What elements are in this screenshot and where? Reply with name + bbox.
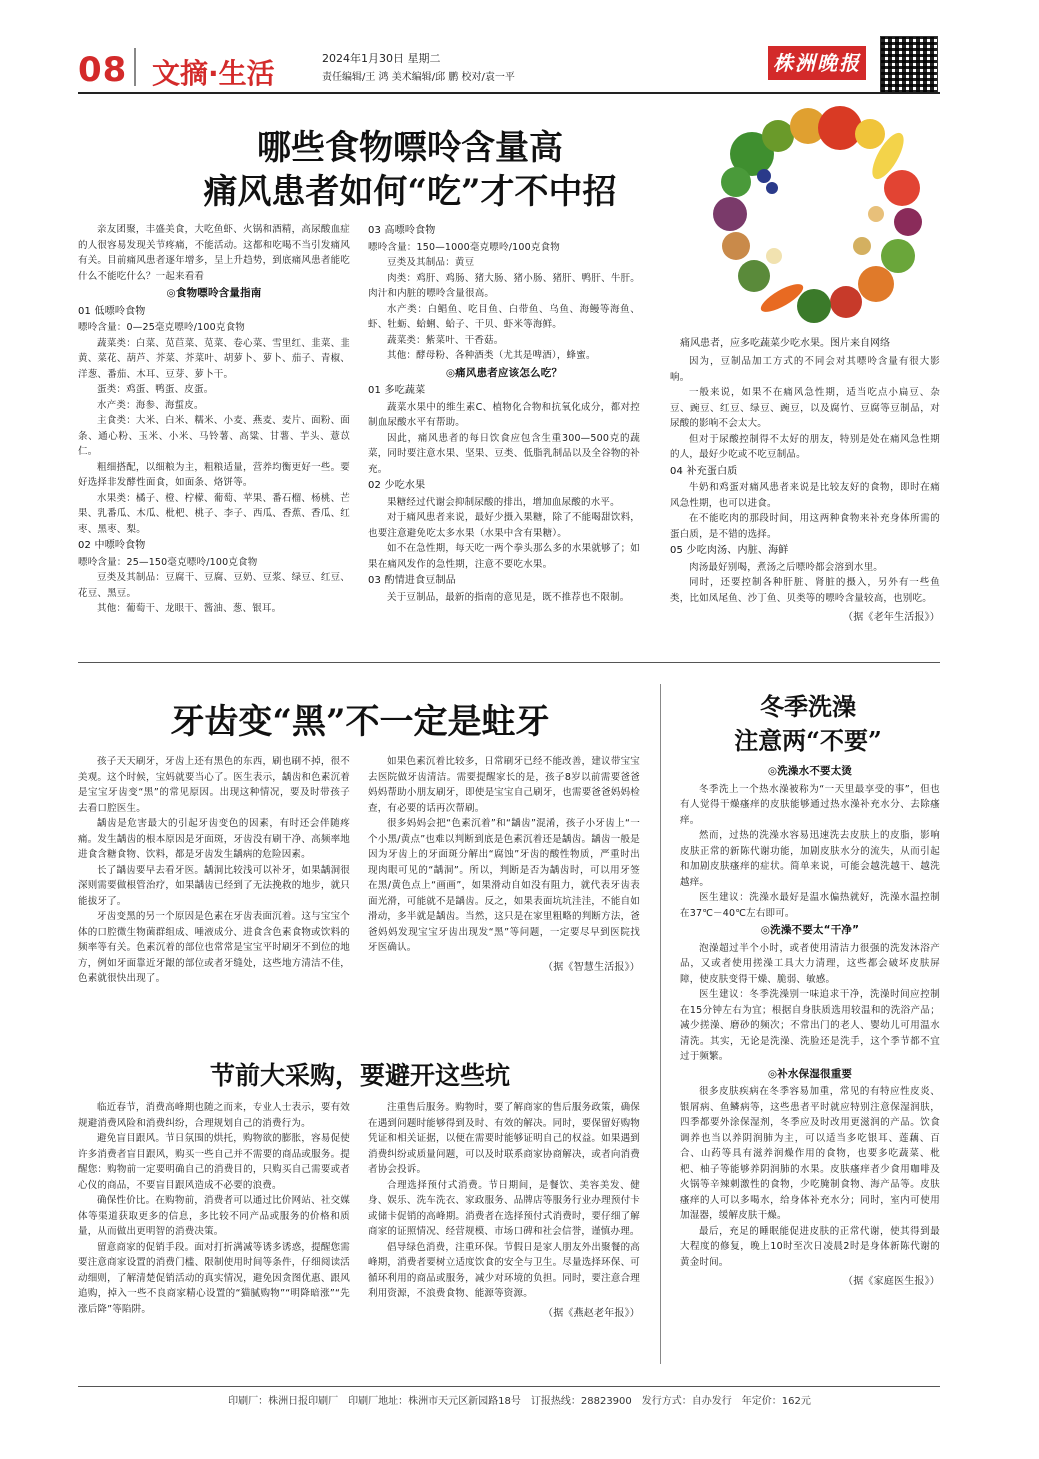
article3-source: （据《燕赵老年报》） <box>543 1307 640 1319</box>
editor-credits: 责任编辑/王 鸿 美术编辑/邱 鹏 校对/袁一平 <box>322 72 515 83</box>
paragraph: 医生建议：洗澡水最好是温水偏热就好，洗澡水温控制在37℃－40℃左右即可。 <box>680 892 940 919</box>
article3-title: 节前大采购，要避开这些坑 <box>209 1061 510 1090</box>
article1-source: （据《老年生活报》） <box>843 612 940 623</box>
paragraph: 同时，还要控制各种肝脏、肾脏的摄入，另外有一些鱼类，比如凤尾鱼、沙丁鱼、贝类等的嘌呤含量较高，也别吃。 <box>670 577 940 604</box>
paragraph: 最后，充足的睡眠能促进皮肤的正常代谢，使其得到最大程度的修复，晚上10时至次日凌晨2时是身体新陈代谢的黄金时间。 <box>680 1225 940 1268</box>
page-number: 08 <box>78 50 128 90</box>
article1-title-line2: 痛风患者如何“吃”才不中招 <box>203 172 617 212</box>
paragraph: 其他：酵母粉、各种酒类（尤其是啤酒），蜂蜜。 <box>387 350 596 361</box>
newspaper-logo: 株洲晚报 <box>768 46 866 80</box>
subheading: 03 酌情进食豆制品 <box>368 575 456 586</box>
paragraph: 留意商家的促销手段。面对打折满减等诱多诱惑，提醒您需要注意商家设置的消费门槛、限制使用时间等条件，仔细阅读活动细则，了解清楚促销活动的真实情况，避免因贪图优惠、跟风追购，掉入一些不良商家精心设置的“猫腻购物”“明降暗涨”“先涨后降”等陷阱。 <box>78 1241 350 1315</box>
paragraph: 孩子天天刷牙，牙齿上还有黑色的东西，刷也刷不掉，很不美观。这个时候，宝妈就要当心了。医生表示，龋齿和色素沉着是宝宝牙齿变“黑”的常见原因。出现这种情况，要及时带孩子去看口腔医生。 <box>78 756 350 814</box>
paragraph: 医生建议：冬季洗澡别一味追求干净，洗澡时间应控制在15分钟左右为宜；根据自身肤质选用较温和的洗浴产品；减少搓澡、磨砂的频次；不常出门的老人、婴幼儿可用温水清洗。其实，无论是洗澡、洗脸还是洗手，这个季节都不宜过于频繁。 <box>680 989 940 1062</box>
paragraph: 果糖经过代谢会抑制尿酸的排出，增加血尿酸的水平。 <box>387 496 620 508</box>
footer-info: 印刷厂：株洲日报印刷厂 印刷厂地址：株洲市天元区新园路18号 订报热线：28823900 发行方式：自办发行 年定价：162元 <box>228 1396 811 1407</box>
paragraph: 水产类：海参、海蜇皮。 <box>97 399 204 411</box>
image-caption: 痛风患者，应多吃蔬菜少吃水果。图片来自网络 <box>680 338 890 349</box>
subheading: 02 中嘌呤食物 <box>78 540 146 551</box>
issue-date: 2024年1月30日 星期二 <box>322 52 441 65</box>
paragraph: 临近春节，消费高峰期也随之而来，专业人士表示，要有效规避消费风险和消费纠纷，合理规划自己的消费行为。 <box>78 1102 350 1129</box>
paragraph: 肉汤最好别喝，煮汤之后嘌呤都会溶到水里。 <box>689 561 884 573</box>
article1-column-3 <box>670 354 940 626</box>
paragraph: 关于豆制品，最新的指南的意见是，既不推荐也不限制。 <box>387 591 630 603</box>
paragraph: 长了龋齿要早去看牙医。龋洞比较浅可以补牙，如果龋洞很深则需要做根管治疗，如果龋齿已经到了无法挽救的地步，就只能拔牙了。 <box>78 864 350 907</box>
paragraph: 因为，豆制品加工方式的不同会对其嘌呤含量有很大影响。 <box>670 356 940 383</box>
subheading: 02 少吃水果 <box>368 480 426 491</box>
article4-title-line2: 注意两“不要” <box>734 726 882 755</box>
paragraph: 注重售后服务。购物时，要了解商家的售后服务政策，确保在遇到问题时能够得到及时、有效的解决。同时，要保留好购物凭证和相关证据，以便在需要时能够证明自己的权益。如果遇到消费纠纷或质量问题，可以及时联系商家协商解决，或者向消费者协会投诉。 <box>368 1102 640 1175</box>
section-title: 文摘·生活 <box>152 57 275 90</box>
paragraph: 然而，过热的洗澡水容易迅速洗去皮肤上的皮脂，影响皮肤正常的新陈代谢功能，加剧皮肤水分的流失，从而引起和加剧皮肤瘙痒的症状。简单来说，可能会越洗越干、越洗越痒。 <box>680 830 940 888</box>
paragraph: 一般来说，如果不在痛风急性期，适当吃点小扁豆、杂豆、豌豆、红豆、绿豆、豌豆，以及腐竹、豆腐等豆制品，对尿酸的影响不会太大。 <box>670 387 940 429</box>
subheading: 03 高嘌呤食物 <box>368 225 436 236</box>
paragraph: 嘌呤含量：25—150毫克嘌呤/100克食物 <box>78 556 258 568</box>
paragraph: 蔬菜类：紫菜叶、干香菇。 <box>387 334 504 346</box>
paragraph: 冬季洗上一个热水澡被称为“一天里最享受的事”，但也有人觉得干燥瘙痒的皮肤能够通过热水澡补充水分、去除瘙痒。 <box>680 783 940 826</box>
paragraph: 避免盲目跟风。节日氛围的烘托，购物欲的膨胀，容易促使许多消费者盲目跟风，购买一些自己并不需要的商品或服务。提醒您：购物前一定要明确自己的消费目的，只购买自己需要或者心仪的商品，不要盲目跟风造成不必要的浪费。 <box>78 1133 350 1191</box>
paragraph: 很多皮肤疾病在冬季容易加重，常见的有特应性皮炎、银屑病、鱼鳞病等，这些患者平时就应特别注意保湿润肤，四季都要外涂保湿剂，冬季应及时改用更滋润的产品。饮食调养也当以养阴润肺为主，可以适当多吃银耳、莲藕、百合、山药等具有滋养润燥作用的食物，也要多吃蔬菜、枇杷、柚子等能够养阴润肺的水果。皮肤瘙痒者少食用咖啡及火锅等辛辣刺激性的食物，少吃腌制食物、海产品等。皮肤瘙痒的人可以多喝水，给身体补充水分；同时，室内可使用加湿器，缓解皮肤干燥。 <box>680 1086 940 1221</box>
column-divider <box>660 684 661 1364</box>
paragraph: 其他：葡萄干、龙眼干、酱油、葱、银耳。 <box>97 603 282 614</box>
article4-source: （据《家庭医生报》） <box>843 1276 940 1287</box>
section-heading: ◎洗澡水不要太烫 <box>767 765 853 777</box>
section-heading: ◎食物嘌呤含量指南 <box>166 287 262 299</box>
section-heading: ◎补水保湿很重要 <box>767 1067 853 1080</box>
paragraph: 嘌呤含量：150—1000毫克嘌呤/100克食物 <box>368 241 560 253</box>
fruit-vegetable-wreath-image <box>680 106 950 336</box>
paragraph: 但对于尿酸控制得不太好的朋友，特别是处在痛风急性期的人，最好少吃或不吃豆制品。 <box>670 433 940 460</box>
paragraph: 豆类及其制品：黄豆 <box>387 257 475 268</box>
footer-rule <box>78 1386 940 1387</box>
paragraph: 水产类：白鲳鱼、吃目鱼、白带鱼、乌鱼、海鳗等海鱼、虾、牡蛎、蛤蜊、蛤子、干贝、虾米等海鲜。 <box>368 303 640 330</box>
paragraph: 因此，痛风患者的每日饮食应包含生重300—500克的蔬菜，同时要注意水果、坚果、豆类、低脂乳制品以及全谷物的补充。 <box>368 432 640 475</box>
article1-title-line1: 哪些食物嘌呤含量高 <box>257 128 563 168</box>
paragraph: 蔬菜类：白菜、苋苣菜、苋菜、卷心菜、雪里红、韭菜、韭黄、菜花、葫芦、芥菜、芥菜叶、胡萝卜、萝卜、茄子、青椒、洋葱、番茄、木耳、豆芽、萝卜干。 <box>78 337 350 380</box>
article2-column-1 <box>78 754 350 987</box>
article2-title: 牙齿变“黑”不一定是蛀牙 <box>170 702 550 742</box>
section-divider <box>78 662 940 663</box>
article1-column-1 <box>78 222 350 617</box>
paragraph: 豆类及其制品：豆腐干、豆腐、豆奶、豆浆、绿豆、红豆、花豆、黑豆。 <box>78 572 350 599</box>
paragraph: 蛋类：鸡蛋、鸭蛋、皮蛋。 <box>97 384 214 395</box>
section-heading: ◎痛风患者应该怎么吃？ <box>445 366 563 379</box>
article2-column-2 <box>368 754 640 975</box>
header-rule <box>78 92 940 94</box>
article1-title <box>150 126 670 214</box>
paragraph: 在不能吃肉的那段时间，用这两种食物来补充身体所需的蛋白质，是不错的选择。 <box>670 513 940 540</box>
paragraph: 确保性价比。在购物前，消费者可以通过比价网站、社交媒体等渠道获取更多的信息，多比较不同产品或服务的价格和质量，从而做出更明智的消费决策。 <box>78 1195 350 1237</box>
paragraph: 很多妈妈会把“色素沉着”和“龋齿”混淆，孩子小牙齿上“一个小黑/黄点”也难以判断到底是色素沉着还是龋齿。龋齿一般是因为牙齿上的牙面斑分解出“腐蚀”牙齿的酸性物质，严重时出现肉眼可见的“龋洞”。所以，判断是否为龋齿时，可以用牙签在黑/黄色点上“画画”，如果滑动自如没有阻力，就代表牙齿表面光滑，可能就不是龋齿。反之，如果表面坑坑洼洼，不能自如滑动，多半就是龋齿。当然，这只是在家里粗略的判断方法，爸爸妈妈发现宝宝牙齿出现发“黑”等问题，一定要尽早到医院找牙医确认。 <box>368 818 640 953</box>
qr-code-icon[interactable] <box>880 36 938 94</box>
paragraph: 龋齿是危害最大的引起牙齿变色的因素，有时还会伴随疼痛。发生龋齿的根本原因是牙面斑，牙齿没有刷干净、高频率地进食含糖食物、饮料，都是牙齿发生龋病的危险因素。 <box>78 818 350 860</box>
section-heading: ◎洗澡不要太“干净” <box>760 924 860 936</box>
article4-column <box>680 762 940 1290</box>
article3-column-1 <box>78 1100 350 1317</box>
article2-source: （据《智慧生活报》） <box>543 961 640 973</box>
paragraph: 对于痛风患者来说，最好少摄入果糖，除了不能喝甜饮料，也要注意避免吃太多水果（水果中含有果糖）。 <box>368 512 640 539</box>
subheading: 01 多吃蔬菜 <box>368 385 426 396</box>
header-divider <box>134 48 136 86</box>
paragraph: 牙齿变黑的另一个原因是色素在牙齿表面沉着。这与宝宝个体的口腔微生物菌群组成、唾液成分、进食含色素食物或饮料的频率等有关。色素沉着的部位也常常是宝宝平时刷牙不到位的地方，例如牙面靠近牙龈的部位或者牙缝处，这些地方清洁不佳，色素就很快出现了。 <box>78 911 350 984</box>
paragraph: 倡导绿色消费，注重环保。节假日是家人朋友外出聚餐的高峰期，消费者要树立适度饮食的安全与卫生。尽量选择环保、可循环利用的商品或服务，减少对环境的负担。同时，要注意合理利用资源，不浪费食物、能源等资源。 <box>368 1241 640 1299</box>
article1-lead: 亲友团聚，丰盛美食，大吃鱼虾、火锅和酒精，高尿酸血症的人很容易发现关节疼痛，不能活动。这都和吃喝不当引发痛风有关。目前痛风患者逐年增多，呈上升趋势，到底痛风患者能吃什么不能吃什么？一起来看看 <box>78 224 350 282</box>
paragraph: 如果色素沉着比较多，日常刷牙已经不能改善，建议带宝宝去医院做牙齿清洁。需要提醒家长的是，孩子8岁以前需要爸爸妈妈帮助小朋友刷牙，即使是宝宝自己刷牙，也需要爸爸妈妈检查，有必要的话再次帮刷。 <box>368 756 640 814</box>
paragraph: 如不在急性期，每天吃一两个拳头那么多的水果就够了；如果在痛风发作的急性期，注意不要吃水果。 <box>368 543 640 570</box>
paragraph: 水果类：橘子、橙、柠檬、葡萄、苹果、番石榴、杨桃、芒果、乳番瓜、木瓜、枇杷、桃子、李子、西瓜、香蕉、香瓜、红枣、黑枣、梨。 <box>78 492 350 535</box>
paragraph: 粗细搭配，以细粮为主，粗粮适量，营养均衡更好一些。要好选择非发酵性面食，如面条、烙饼等。 <box>78 461 350 488</box>
paragraph: 主食类：大米、白米、糯米、小麦、燕麦、麦片、面粉、面条、通心粉、玉米、小米、马铃薯、高粱、甘薯、芋头、薏苡仁。 <box>78 415 350 457</box>
paragraph: 泡澡超过半个小时，或者使用清洁力很强的洗发沐浴产品，又或者使用搓澡工具大力清理，这些都会破坏皮肤屏障，使皮肤变得干燥、脆弱、敏感。 <box>680 942 940 985</box>
paragraph: 蔬菜水果中的维生素C、植物化合物和抗氧化成分，都对控制血尿酸水平有帮助。 <box>368 401 640 428</box>
paragraph: 牛奶和鸡蛋对痛风患者来说是比较友好的食物，即时在痛风急性期，也可以进食。 <box>670 482 940 509</box>
subheading: 01 低嘌呤食物 <box>78 305 146 317</box>
paragraph: 合理选择预付式消费。节日期间，是餐饮、美容美发、健身、娱乐、洗车洗衣、家政服务、品牌店等服务行业办理预付卡或储卡促销的高峰期。消费者在选择预付式消费时，要仔细了解商家的证照情况、经营规模、市场口碑和社会信誉，谨慎办理。 <box>368 1179 640 1237</box>
paragraph: 嘌呤含量：0—25毫克嘌呤/100克食物 <box>78 322 245 333</box>
subheading: 05 少吃肉汤、内脏、海鲜 <box>670 545 789 556</box>
paragraph: 肉类：鸡肝、鸡肠、猪大肠、猪小肠、猪肝、鸭肝、牛肝。肉汁和内脏的嘌呤含量很高。 <box>368 272 640 299</box>
article3-column-2 <box>368 1100 640 1321</box>
article4-title-line1: 冬季洗澡 <box>760 692 856 721</box>
subheading: 04 补充蛋白质 <box>670 465 738 477</box>
article1-column-2 <box>368 222 640 605</box>
article4-title <box>678 690 938 758</box>
